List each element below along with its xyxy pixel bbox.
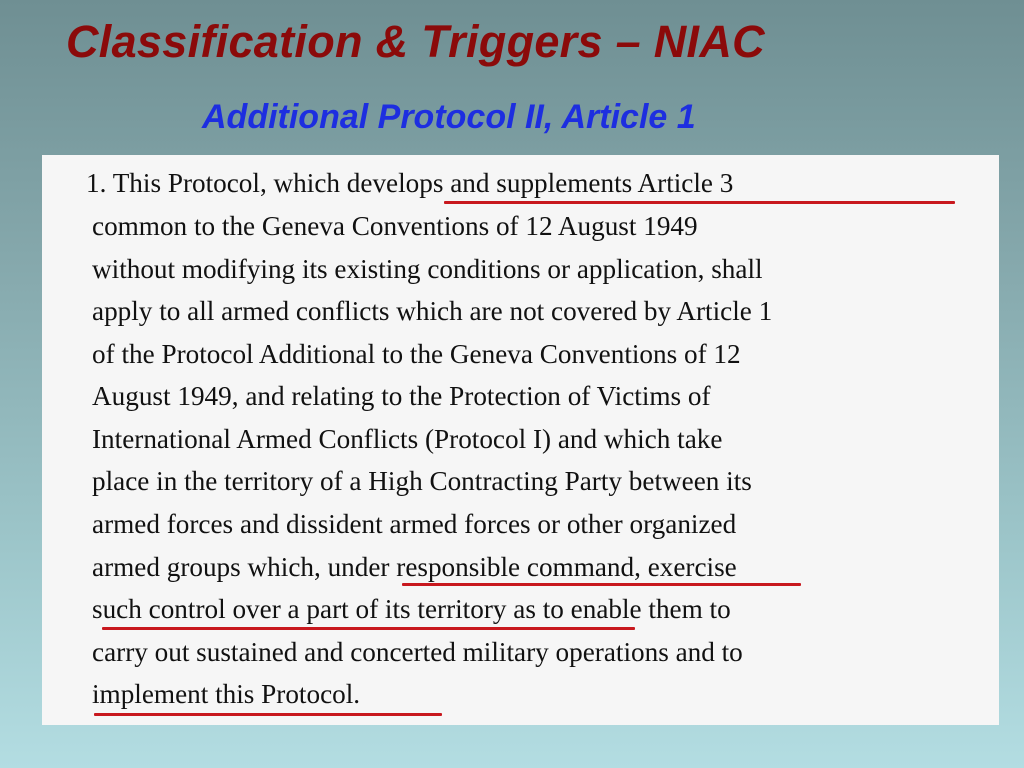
- slide-subtitle: Additional Protocol II, Article 1: [202, 98, 696, 136]
- article-line: common to the Geneva Conventions of 12 August 1949: [92, 211, 698, 241]
- underline-responsible-command: [402, 583, 801, 586]
- slide-title: Classification & Triggers – NIAC: [66, 16, 765, 67]
- underline-develops-and-supplements: [444, 201, 955, 204]
- article-line: 1. This Protocol, which develops and supplements Article 3: [86, 168, 734, 198]
- article-line: place in the territory of a High Contracting Party between its: [92, 466, 752, 496]
- article-line: armed groups which, under responsible command, exercise: [92, 552, 737, 582]
- article-line: of the Protocol Additional to the Geneva Conventions of 12: [92, 339, 741, 369]
- article-line: International Armed Conflicts (Protocol I) and which take: [92, 424, 723, 454]
- article-line: apply to all armed conflicts which are not covered by Article 1: [92, 296, 773, 326]
- article-line: without modifying its existing conditions or application, shall: [92, 254, 763, 284]
- article-line: armed forces and dissident armed forces or other organized: [92, 509, 737, 539]
- article-line: carry out sustained and concerted military operations and to: [92, 637, 743, 667]
- underline-implement-protocol: [94, 713, 442, 716]
- article-line: August 1949, and relating to the Protection of Victims of: [92, 381, 711, 411]
- article-line: implement this Protocol.: [92, 679, 361, 709]
- underline-control-over-territory: [102, 627, 635, 630]
- article-line: such control over a part of its territory as to enable them to: [92, 594, 731, 624]
